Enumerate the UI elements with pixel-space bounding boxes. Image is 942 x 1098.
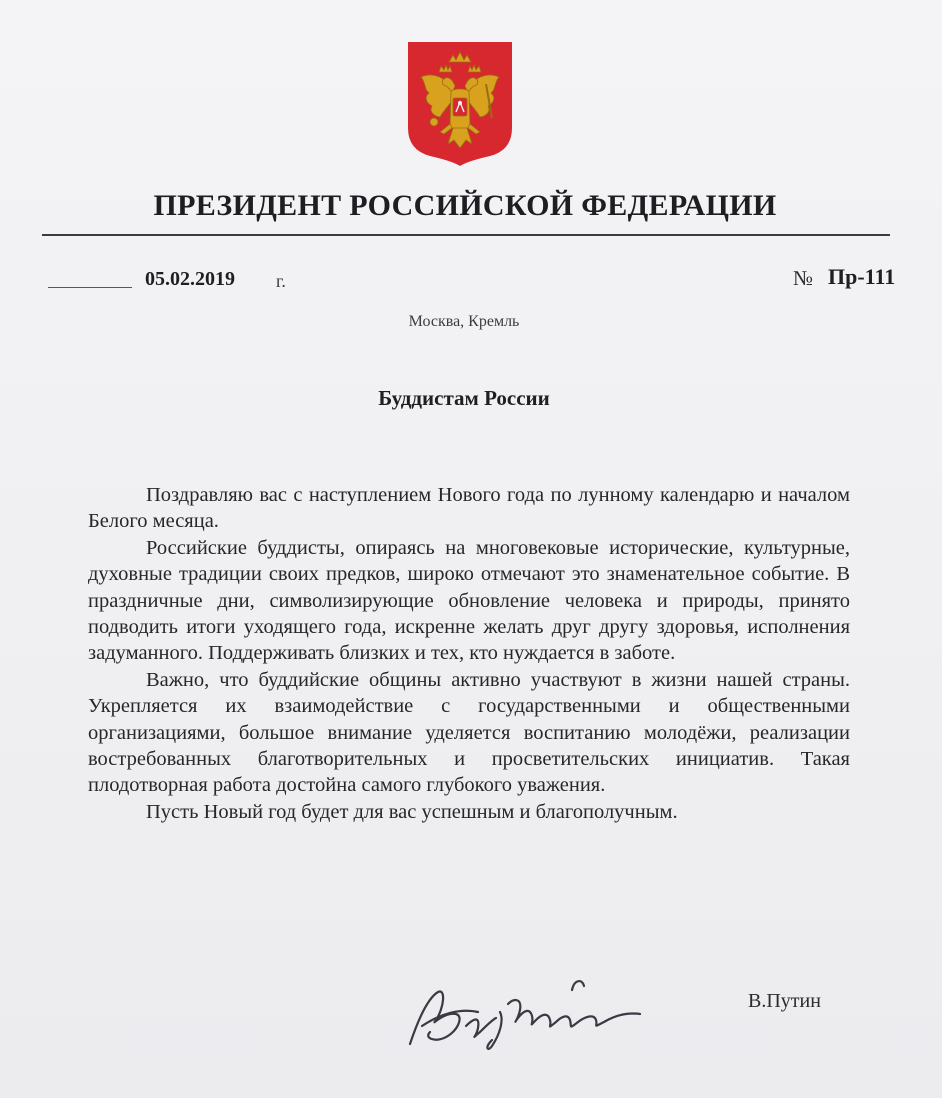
number-label: № bbox=[793, 266, 814, 290]
date-blank-line bbox=[48, 287, 132, 288]
date-suffix: г. bbox=[276, 271, 286, 291]
addressee: Буддистам России bbox=[378, 386, 550, 410]
signer-name: В.Путин bbox=[748, 990, 821, 1012]
body-paragraph: Важно, что буддийские общины активно участвуют в жизни нашей страны. Укрепляется их взаимодействие с государственными и общественными организациями, большое внимание уделяется воспитанию молодёжи, реализации востребованных благотворительных и просветительских инициатив. Такая плодотворная работа достойна самого глубокого уважения. bbox=[88, 668, 850, 797]
body-paragraph: Пусть Новый год будет для вас успешным и благополучным. bbox=[146, 800, 678, 823]
document-heading: ПРЕЗИДЕНТ РОССИЙСКОЙ ФЕДЕРАЦИИ bbox=[153, 189, 777, 222]
document-number: Пр-111 bbox=[828, 264, 896, 289]
heading-rule bbox=[42, 234, 890, 236]
russian-coat-of-arms-icon bbox=[406, 40, 514, 168]
place-of-issue: Москва, Кремль bbox=[408, 313, 520, 330]
handwritten-signature-icon bbox=[400, 968, 670, 1056]
letter-body bbox=[88, 482, 850, 825]
document-date: 05.02.2019 bbox=[145, 268, 235, 290]
body-paragraph: Поздравляю вас с наступлением Нового года по лунному календарю и началом Белого месяца. bbox=[88, 484, 850, 533]
body-paragraph: Российские буддисты, опираясь на многовековые исторические, культурные, духовные традиции своих предков, широко отмечают это знаменательное событие. В праздничные дни, символизирующие обновление человека и природы, принято подводить итоги уходящего года, искренне желать друг другу здоровья, исполнения задуманного. Поддерживать близких и тех, кто нуждается в заботе. bbox=[88, 536, 850, 665]
